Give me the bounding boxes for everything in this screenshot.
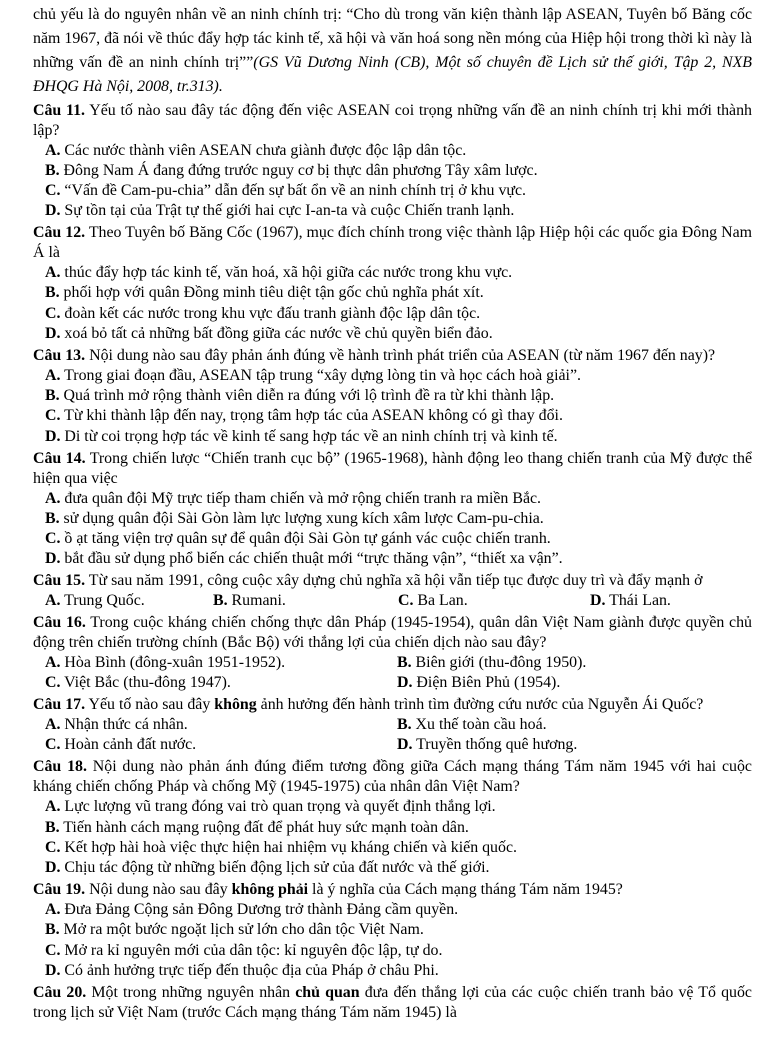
option-text: phối hợp với quân Đồng minh tiêu diệt tận gốc chủ nghĩa phát xít.: [59, 284, 484, 302]
option-letter: B.: [397, 654, 412, 672]
option-letter: D.: [397, 736, 413, 754]
option: [45, 386, 752, 406]
question-stem: [33, 880, 752, 900]
option-text: đưa quân đội Mỹ trực tiếp tham chiến và mở rộng chiến tranh ra miền Bắc.: [60, 489, 542, 507]
option-text: thúc đẩy hợp tác kinh tế, văn hoá, xã hội giữa các nước trong khu vực.: [60, 264, 513, 282]
option-letter: C.: [45, 304, 61, 322]
question-label: Câu 20.: [33, 983, 87, 1001]
option: [45, 283, 752, 303]
question: [33, 613, 752, 694]
option-text: Trong giai đoạn đầu, ASEAN tập trung “xây dựng lòng tin và học cách hoà giải”.: [60, 366, 582, 384]
option: [45, 141, 752, 161]
option-letter: A.: [45, 264, 61, 282]
option: [590, 591, 671, 611]
option: [45, 263, 752, 283]
option: [45, 818, 752, 838]
question-stem-text: đưa đến thắng lợi của các cuộc chiến tranh bảo vệ Tổ quốc trong lịch sử Việt Nam (trước Cách mạng tháng Tám năm 1945) là: [33, 983, 752, 1021]
option-text: Sự tồn tại của Trật tự thế giới hai cực I-an-ta và cuộc Chiến tranh lạnh.: [60, 202, 515, 220]
options: [45, 715, 752, 756]
option-letter: A.: [45, 654, 61, 672]
option-text: Có ảnh hưởng trực tiếp đến thuộc địa của Pháp ở châu Phi.: [60, 961, 439, 979]
option-text: Đưa Đảng Cộng sản Đông Dương trở thành Đảng cầm quyền.: [60, 900, 459, 918]
options: [33, 141, 752, 222]
question: [33, 223, 752, 344]
question-stem-emphasis: không: [214, 696, 257, 714]
question-label: Câu 19.: [33, 880, 86, 898]
option-text: Lực lượng vũ trang đóng vai trò quan trọng và quyết định thắng lợi.: [60, 798, 496, 816]
option-letter: D.: [45, 202, 61, 220]
option: [45, 427, 752, 447]
question-list: [33, 101, 752, 1023]
question: [33, 101, 752, 222]
option-letter: B.: [45, 921, 60, 939]
option-letter: A.: [45, 141, 61, 159]
option-letter: C.: [45, 941, 61, 959]
option: [45, 735, 397, 755]
question-stem: [33, 613, 752, 653]
question-stem-text: ảnh hưởng đến hành trình tìm đường cứu nước của Nguyễn Ái Quốc?: [256, 696, 704, 714]
options: [33, 263, 752, 344]
option-text: đoàn kết các nước trong khu vực đấu tranh giành độc lập dân tộc.: [60, 304, 481, 322]
question: [33, 880, 752, 981]
option-text: Truyền thống quê hương.: [412, 736, 578, 754]
option-letter: C.: [398, 592, 414, 610]
option: [45, 489, 752, 509]
question-stem-emphasis: chủ quan: [295, 983, 360, 1001]
option-letter: A.: [45, 366, 61, 384]
option-letter: C.: [45, 674, 61, 692]
question-label: Câu 13.: [33, 346, 86, 364]
option: [45, 406, 752, 426]
option-text: Biên giới (thu-đông 1950).: [411, 654, 587, 672]
question-stem-text: Yếu tố nào sau đây tác động đến việc ASEAN coi trọng những vấn đề an ninh chính trị khi mới thành lập?: [33, 101, 753, 139]
option: [45, 529, 752, 549]
option: [45, 715, 397, 735]
option: [45, 653, 397, 673]
option: [213, 591, 286, 611]
option-text: Ba Lan.: [413, 592, 468, 610]
options: [33, 797, 752, 878]
option-text: Tiến hành cách mạng ruộng đất để phát huy sức mạnh toàn dân.: [59, 818, 469, 836]
option-letter: C.: [45, 838, 61, 856]
option: [45, 161, 752, 181]
option: [45, 549, 752, 569]
option-letter: D.: [397, 674, 413, 692]
question: [33, 983, 752, 1023]
question-stem: [33, 571, 752, 591]
option-text: bắt đầu sử dụng phổ biến các chiến thuật mới “trực thăng vận”, “thiết xa vận”.: [60, 550, 563, 568]
question: [33, 757, 752, 878]
option-text: xoá bỏ tất cả những bất đồng giữa các nước về chủ quyền biển đảo.: [60, 325, 493, 343]
option: [45, 201, 752, 221]
option-text: Thái Lan.: [605, 592, 671, 610]
option-text: Nhận thức cá nhân.: [60, 716, 188, 734]
option-letter: B.: [45, 284, 60, 302]
options: [33, 591, 752, 611]
question: [33, 449, 752, 570]
option-letter: D.: [45, 427, 61, 445]
option-text: sử dụng quân đội Sài Gòn làm lực lượng xung kích xâm lược Cam-pu-chia.: [59, 509, 544, 527]
option-letter: A.: [45, 489, 61, 507]
question-stem: [33, 757, 752, 797]
option: [45, 673, 397, 693]
question-stem-text: Một trong những nguyên nhân: [91, 983, 296, 1001]
question: [33, 695, 752, 756]
option-text: Hoàn cảnh đất nước.: [60, 736, 197, 754]
option-letter: D.: [590, 592, 606, 610]
question-stem-text: Trong cuộc kháng chiến chống thực dân Pháp (1945-1954), quân dân Việt Nam giành được quyền chủ động trên chiến trường chính (Bắc Bộ) với thắng lợi của chiến dịch nào sau đây?: [33, 614, 752, 652]
option-text: Di từ coi trọng hợp tác về kinh tế sang hợp tác về an ninh chính trị và kinh tế.: [60, 427, 558, 445]
question: [33, 346, 752, 447]
option-letter: B.: [213, 592, 228, 610]
question-label: Câu 15.: [33, 572, 86, 590]
question-stem-text: Yếu tố nào sau đây: [88, 696, 215, 714]
option: [45, 324, 752, 344]
option: [397, 735, 752, 755]
option-letter: C.: [45, 182, 61, 200]
option-text: “Vấn đề Cam-pu-chia” dẫn đến sự bất ổn về an ninh chính trị ở khu vực.: [60, 182, 527, 200]
question-stem-text: Nội dung nào sau đây: [89, 880, 232, 898]
question-stem: [33, 346, 752, 366]
options: [33, 900, 752, 981]
option: [397, 653, 752, 673]
option: [45, 181, 752, 201]
source-paragraph: [33, 3, 752, 99]
option: [45, 509, 752, 529]
option: [398, 591, 468, 611]
question-stem: [33, 695, 752, 715]
question-label: Câu 12.: [33, 224, 86, 242]
option: [45, 591, 145, 611]
option: [45, 366, 752, 386]
option-letter: D.: [45, 961, 61, 979]
option-letter: C.: [45, 407, 61, 425]
option-text: Các nước thành viên ASEAN chưa giành được độc lập dân tộc.: [60, 141, 467, 159]
question: [33, 571, 752, 611]
option: [397, 715, 752, 735]
option-text: Mở ra kỉ nguyên mới của dân tộc: kỉ nguyên độc lập, tự do.: [60, 941, 443, 959]
option: [397, 673, 752, 693]
option-text: Hòa Bình (đông-xuân 1951-1952).: [60, 654, 286, 672]
option-letter: D.: [45, 325, 61, 343]
option-text: ồ ạt tăng viện trợ quân sự để quân đội Sài Gòn tự gánh vác cuộc chiến tranh.: [60, 530, 551, 548]
option-text: Đông Nam Á đang đứng trước nguy cơ bị thực dân phương Tây xâm lược.: [59, 161, 538, 179]
option: [45, 838, 752, 858]
source-quote-text: chủ yếu là do nguyên nhân về an ninh chính trị: “Cho dù trong văn kiện thành lập ASEAN, Tuyên bố Băng cốc năm 1967, đã nói về thúc đẩy hợp tác kinh tế, xã hội và văn hoá song nền móng của Hiệp hội trong thời kì này là những vấn đề an ninh chính trị””: [33, 6, 752, 71]
option: [45, 941, 752, 961]
option-text: Xu thế toàn cầu hoá.: [411, 716, 547, 734]
question-stem-text: là ý nghĩa của Cách mạng tháng Tám năm 1945?: [308, 880, 623, 898]
option: [45, 304, 752, 324]
option-letter: A.: [45, 716, 61, 734]
option-text: Từ khi thành lập đến nay, trọng tâm hợp tác của ASEAN không có gì thay đổi.: [60, 407, 563, 425]
option-text: Điện Biên Phủ (1954).: [412, 674, 561, 692]
question-stem-text: Từ sau năm 1991, công cuộc xây dựng chủ nghĩa xã hội vẫn tiếp tục được duy trì và đẩy mạnh ở: [88, 572, 703, 590]
question-label: Câu 18.: [33, 758, 87, 776]
option-text: Trung Quốc.: [60, 592, 145, 610]
option-letter: B.: [45, 161, 60, 179]
option-letter: B.: [45, 818, 60, 836]
option-letter: B.: [397, 716, 412, 734]
question-stem-text: Trong chiến lược “Chiến tranh cục bộ” (1965-1968), hành động leo thang chiến tranh của Mỹ được thể hiện qua việc: [33, 449, 752, 487]
option-text: Chịu tác động từ những biến động lịch sử của đất nước và thế giới.: [60, 859, 490, 877]
option: [45, 858, 752, 878]
question-stem: [33, 101, 752, 141]
option-letter: C.: [45, 736, 61, 754]
question-stem-text: Theo Tuyên bố Băng Cốc (1967), mục đích chính trong việc thành lập Hiệp hội các quốc gia Đông Nam Á là: [33, 224, 752, 262]
option-text: Mở ra một bước ngoặt lịch sử lớn cho dân tộc Việt Nam.: [59, 921, 424, 939]
option-letter: C.: [45, 530, 61, 548]
option-text: Rumani.: [227, 592, 286, 610]
option-text: Việt Bắc (thu-đông 1947).: [60, 674, 231, 692]
source-citation: (GS Vũ Dương Ninh (CB), Một số chuyên đề Lịch sử thế giới, Tập 2, NXB ĐHQG Hà Nội, 2008, tr.313).: [33, 54, 753, 95]
option-letter: B.: [45, 387, 60, 405]
option-text: Kết hợp hài hoà việc thực hiện hai nhiệm vụ kháng chiến và kiến quốc.: [60, 838, 517, 856]
option-letter: A.: [45, 592, 61, 610]
question-label: Câu 16.: [33, 614, 86, 632]
option-letter: A.: [45, 900, 61, 918]
option-letter: A.: [45, 798, 61, 816]
question-stem-text: Nội dung nào phản ánh đúng điểm tương đồng giữa Cách mạng tháng Tám năm 1945 với hai cuộc kháng chiến chống Pháp và chống Mỹ (1945-1975) của nhân dân Việt Nam?: [33, 758, 752, 796]
option: [45, 797, 752, 817]
question-stem: [33, 983, 752, 1023]
option-letter: D.: [45, 550, 61, 568]
options: [45, 653, 752, 694]
option: [45, 920, 752, 940]
question-stem: [33, 223, 752, 263]
options: [33, 489, 752, 570]
option-letter: B.: [45, 509, 60, 527]
option-letter: D.: [45, 859, 61, 877]
question-label: Câu 11.: [33, 101, 86, 119]
option: [45, 961, 752, 981]
option: [45, 900, 752, 920]
question-label: Câu 17.: [33, 696, 86, 714]
option-text: Quá trình mở rộng thành viên diễn ra đúng với lộ trình đề ra từ khi thành lập.: [59, 387, 555, 405]
question-stem-emphasis: không phải: [231, 880, 309, 898]
question-label: Câu 14.: [33, 449, 86, 467]
question-stem: [33, 449, 752, 489]
question-stem-text: Nội dung nào sau đây phản ánh đúng về hành trình phát triển của ASEAN (từ năm 1967 đến nay)?: [89, 346, 716, 364]
options: [33, 366, 752, 447]
